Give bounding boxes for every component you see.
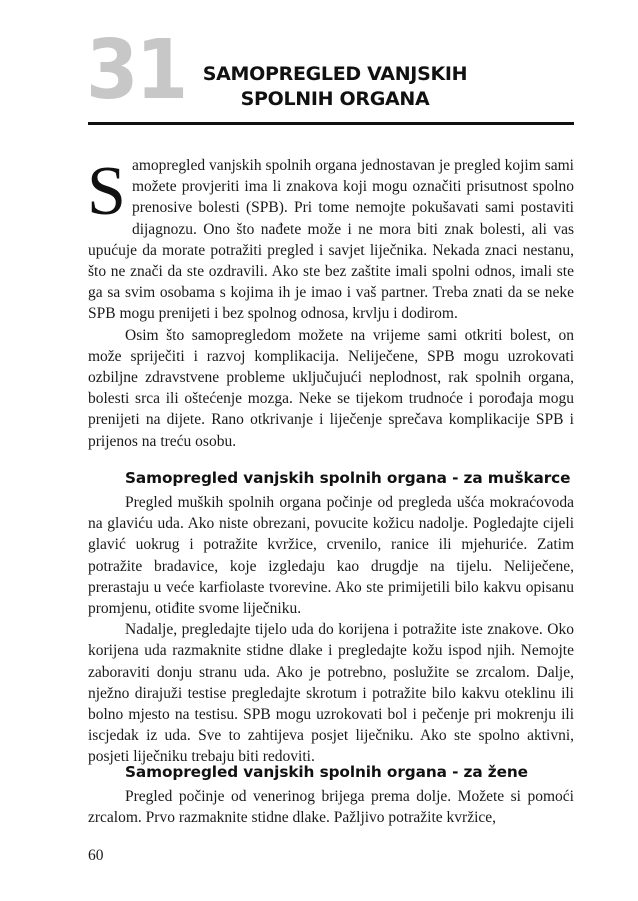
women-section (88, 762, 574, 828)
women-section-heading: Samopregled vanjskih spolnih organa - za žene (125, 763, 528, 781)
intro-paragraph-1 (88, 155, 574, 325)
chapter-title (170, 62, 500, 112)
men-section-heading: Samopregled vanjskih spolnih organa - za muškarce (125, 469, 571, 487)
women-paragraph-1: Pregled počinje od venerinog brijega prema dolje. Možete si pomoći zrcalom. Prvo razmaknite stidne dlake. Pažljivo potražite kvržice, (88, 788, 574, 827)
men-paragraph-2: Nadalje, pregledajte tijelo uda do korijena i potražite iste znakove. Oko korijena uda razmaknite stidne dlake i pregledajte kožu ispod njih. Nemojte zaboraviti donju stranu uda. Ako je potrebno, poslužite se zrcalom. Dalje, nježno dirajuži testise pregledajte skrotum i potražite bilo kakvu oteklinu ili bolno mjesto na testisu. SPB mogu uzrokovati bol i pečenje pri mokrenju ili iscjedak iz uda. Sve to zahtijeva posjet liječniku. Ako ste spolno aktivni, posjeti liječniku trebaju biti redoviti. (88, 621, 574, 766)
chapter-title-line-2: SPOLNIH ORGANA (240, 88, 430, 110)
page-number: 60 (88, 847, 104, 864)
intro-paragraph-1-text: amopregled vanjskih spolnih organa jednostavan je pregled kojim sami možete provjeriti ima li znakova koji mogu označiti prisutnost spolno prenosive bolesti (SPB). Pri tome nemojte pokušavati sami postaviti dijagnozu. Ono što nađete može i ne mora biti znak bolesti, ali vas upućuje da morate potražiti pregled i savjet liječnika. Nekada znaci nestanu, što ne znači da ste ozdravili. Ako ste bez zaštite imali spolni odnos, imali ste ga sa svim osobama s kojima ih je imao i vaš partner. Treba znati da se neke SPB mogu prenijeti i bez spolnog odnosa, krvlju i dodirom. (88, 157, 574, 323)
chapter-number: 31 (86, 23, 186, 118)
men-section (88, 468, 574, 768)
intro-paragraph-2: Osim što samopregledom možete na vrijeme sami otkriti bolest, on može spriječiti i razvoj komplikacija. Neliječene, SPB mogu uzrokovati ozbiljne zdravstvene probleme uključujući neplodnost, rak spolnih organa, bolesti srca ili oštećenje mozga. Neke se tijekom trudnoće i porođaja mogu prenijeti na dijete. Rano otkrivanje i liječenje sprečava komplikacije SPB i prijenos na treću osobu. (88, 326, 574, 450)
intro-section (88, 155, 574, 452)
men-paragraph-1: Pregled muških spolnih organa počinje od pregleda ušća mokraćovoda na glaviću uda. Ako niste obrezani, povucite kožicu nadolje. Pogledajte cijeli glavić uokrug i potražite kvržice, crvenilo, ranice ili mjehuriće. Zatim potražite bradavice, koje izgledaju kao drugdje na tijelu. Neliječene, prerastaju u veće karfiolaste tvorevine. Ako ste primijetili bilo kakvu opisanu promjenu, otiđite svome liječniku. (88, 494, 574, 618)
header-rule (88, 122, 574, 125)
chapter-title-line-1: SAMOPREGLED VANJSKIH (202, 63, 468, 85)
drop-cap: S (87, 153, 126, 230)
